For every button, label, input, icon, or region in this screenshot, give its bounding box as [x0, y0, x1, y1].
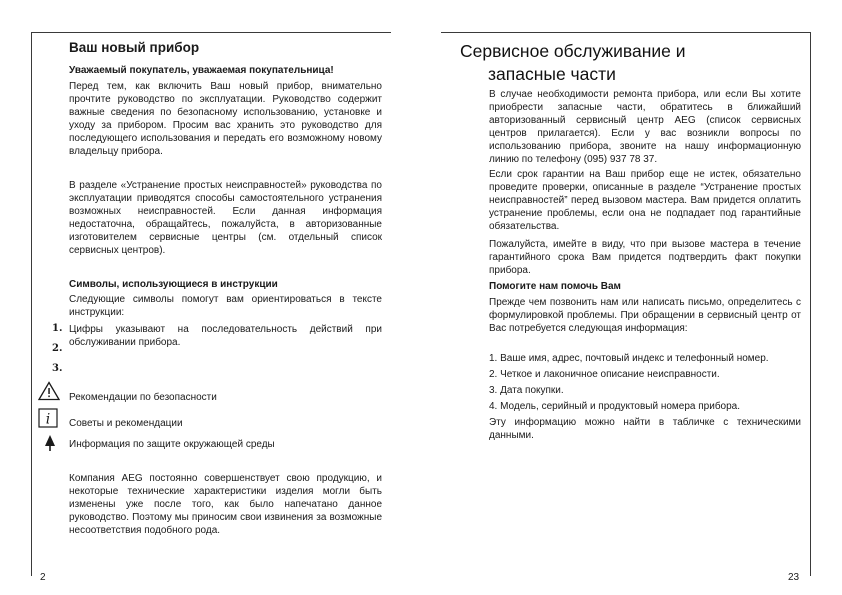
numbers-description: Цифры указывают на последовательность действий при обслуживании прибора.: [69, 324, 382, 348]
info-list-item: 3. Дата покупки.: [489, 385, 564, 396]
rating-plate-paragraph: Эту информацию можно найти в табличке с техническими данными.: [489, 417, 801, 441]
step-number-3: 3.: [52, 363, 63, 374]
help-us-title: Помогите нам помочь Вам: [489, 281, 621, 292]
service-paragraph: В случае необходимости ремонта прибора, или если Вы хотите приобрести запасные части, обратитесь в ближайший авторизованный сервисный центр AEG (список сервисных центров прилагается). Если у вас возникли вопросы по использованию прибора, звоните на нашу информационную линию по телефону (095) 937 78 37.: [489, 89, 801, 165]
info-list-item: 2. Четкое и лаконичное описание неисправности.: [489, 369, 720, 380]
right-page-number: 23: [788, 572, 800, 583]
right-title-line-2: запасные части: [488, 64, 616, 84]
help-us-paragraph: Прежде чем позвонить нам или написать письмо, определитесь с формулировкой проблемы. При обращении в сервисный центр от Вас потребуется следующая информация:: [489, 297, 801, 334]
safety-symbol-label: Рекомендации по безопасности: [69, 392, 217, 403]
step-number-1: 1.: [52, 323, 63, 334]
environment-symbol-label: Информация по защите окружающей среды: [69, 439, 275, 450]
symbols-title: Символы, использующиеся в инструкции: [69, 279, 278, 290]
step-number-2: 2.: [52, 343, 63, 354]
info-list-item: 1. Ваше имя, адрес, почтовый индекс и телефонный номер.: [489, 353, 769, 364]
troubleshooting-paragraph: В разделе «Устранение простых неисправностей» руководства по эксплуатации приводятся способы самостоятельного устранения возможных неисправностей. Если данная информация недостаточна, обращайтесь, пожалуйста, в авторизованные изготовителем сервисные центры (см. отдельный список сервисных центров).: [69, 180, 382, 256]
info-icon: [38, 408, 58, 428]
left-page-title: Ваш новый прибор: [69, 40, 200, 55]
environment-tree-icon: [44, 434, 56, 452]
proof-of-purchase-paragraph: Пожалуйста, имейте в виду, что при вызове мастера в течение гарантийного срока Вам придется подтвердить факт покупки прибора.: [489, 239, 801, 276]
greeting: Уважаемый покупатель, уважаемая покупательница!: [69, 65, 334, 76]
right-title-line-1: Сервисное обслуживание и: [460, 41, 686, 61]
left-page-number: 2: [40, 572, 46, 583]
tips-symbol-label: Советы и рекомендации: [69, 418, 183, 429]
warning-triangle-icon: [38, 381, 60, 401]
right-page-title: [460, 40, 780, 86]
info-list-item: 4. Модель, серийный и продуктовый номера прибора.: [489, 401, 741, 412]
intro-paragraph: Перед тем, как включить Ваш новый прибор, внимательно прочтите руководство по эксплуатации. Руководство содержит важные сведения по безопасному использованию, установке и уходу за прибором. Просим вас хранить это руководство для последующего использования и передать его возможному новому владельцу прибора.: [69, 81, 382, 157]
warranty-paragraph: Если срок гарантии на Ваш прибор еще не истек, обязательно проведите проверки, описанные в разделе “Устранение простых неисправностей” перед вызовом мастера. Вам придется оплатить устранение проблемы, если она не подпадает под гарантийные обязательства.: [489, 169, 801, 232]
svg-text:i: i: [45, 411, 51, 428]
symbols-intro: Следующие символы помогут вам ориентироваться в тексте инструкции:: [69, 294, 382, 318]
company-notice-paragraph: Компания AEG постоянно совершенствует свою продукцию, и некоторые технические характеристики изделия могли быть изменены уже после того, как было напечатано данное руководство. Поэтому мы приносим свои извинения за возможные несоответствия подобного рода.: [69, 473, 382, 536]
